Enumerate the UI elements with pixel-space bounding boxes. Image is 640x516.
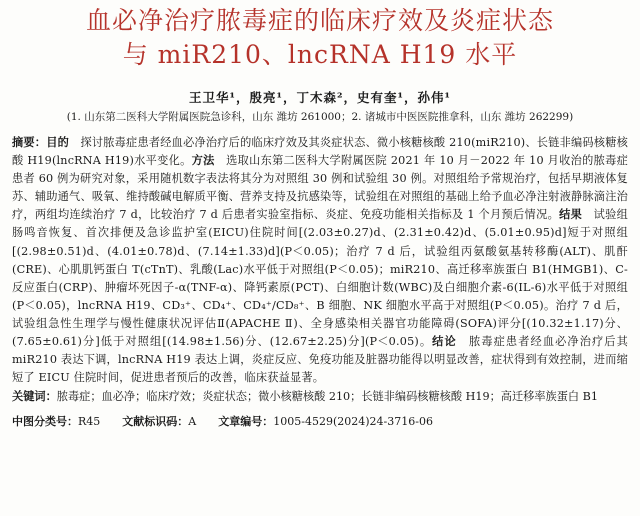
results-label: 结果 [559,208,583,222]
conclusion-label: 结论 [432,335,457,349]
methods-text: 选取山东第二医科大学附属医院 2021 年 10 月－2022 年 10 月收治的脓毒症患者 60 例为研究对象，采用随机数字表法将其分为对照组 30 例和试验组 30 例。对照组给予常规治疗，包括早期液体复苏、辅助通气、吸氧、维持酸碱电解质平衡、营养支持及抗感染等，试验组在对照组的基础上给予血必净注射液静脉滴注治疗，两组均连续治疗 7 d，比较治疗 7 d 后患者实验室指标、炎症、免疫功能相关指标及 1 个月预后情况。 [12,154,628,222]
clc-value: R45 [78,415,101,429]
affiliation: (1. 山东第二医科大学附属医院急诊科，山东 潍坊 261000；2. 诸城市中医医院推拿科，山东 潍坊 262299) [66,111,574,123]
keywords [12,388,628,406]
author-list: 王卫华¹，殷亮¹，丁木森²，史有奎¹，孙伟¹ [189,90,451,105]
abstract-label: 摘要： [12,136,47,149]
abstract [12,134,628,387]
conclusion-text: 脓毒症患者经血必净治疗后其 miR210 表达下调，lncRNA H19 表达上调，炎症反应、免疫功能及脏器功能得以明显改善，症状得到有效控制，进而缩短了 EICU 住院时间，促进患者预后的改善，临床获益显著。 [12,335,628,385]
article-number [218,413,433,429]
objective-text: 探讨脓毒症患者经血必净治疗后的临床疗效及其炎症状态、微小核糖核酸 210(miR210)、长链非编码核糖核酸 H19(lncRNA H19)水平变化。 [12,136,628,168]
title-line-2: 与 miR210、lncRNA H19 水平 [122,40,518,69]
doc-code [122,413,196,429]
clc-label: 中图分类号： [12,415,78,429]
clc-number [12,413,100,429]
methods-label: 方法 [191,154,215,168]
keywords-text: 脓毒症；血必净；临床疗效；炎症状态；微小核糖核酸 210；长链非编码核糖核酸 H19；高迁移率族蛋白 B1 [56,390,598,404]
article-meta [12,413,628,429]
article-label: 文章编号： [218,415,274,429]
doc-label: 文献标识码： [122,415,189,429]
title-line-1: 血必净治疗脓毒症的临床疗效及炎症状态 [85,6,554,35]
article-value: 1005-4529(2024)24-3716-06 [273,415,433,429]
keywords-label: 关键词： [12,390,57,404]
doc-value: A [188,415,197,429]
paper-title [12,0,628,72]
results-text: 试验组肠鸣音恢复、首次排便及急诊监护室(EICU)住院时间[(2.03±0.27)d、(2.31±0.42)d、(5.01±0.95)d]短于对照组[(2.98±0.51)d、(4.01±0.78)d、(7.14±1.33)d](P＜0.05)；治疗 7 d 后，试验组丙氨酸氨基转移酶(ALT)、肌酐(CRE)、心肌肌钙蛋白 T(cTnT)、乳酸(Lac)水平低于对照组(P＜0.05)；miR210、高迁移率族蛋白 B1(HMGB1)、C-反应蛋白(CRP)、肿瘤坏死因子-α(TNF-α)、降钙素原(PCT)、白细胞计数(WBC)及白细胞介素-6(IL-6)水平低于对照组(P＜0.05)，lncRNA H19、CD₃⁺、CD₄⁺、CD₄⁺/CD₈⁺、B 细胞、NK 细胞水平高于对照组(P＜0.05)。治疗 7 d 后，试验组急性生理学与慢性健康状况评估Ⅱ(APACHE Ⅱ)、全身感染相关器官功能障碍(SOFA)评分[(10.32±1.17)分、(7.65±0.61)分]低于对照组[(14.98±1.56)分、(12.67±2.25)分](P＜0.05)。 [12,208,629,349]
objective-label: 目的 [46,136,70,149]
